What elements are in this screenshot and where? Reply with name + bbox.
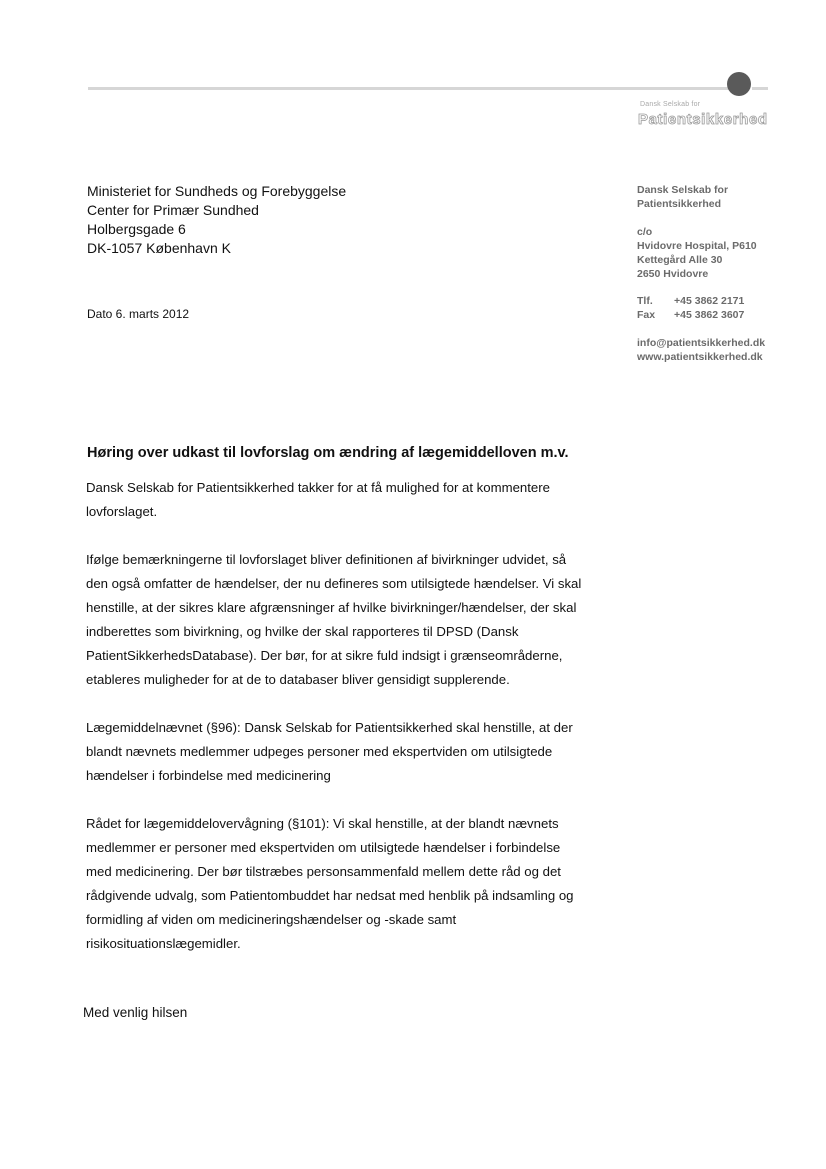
sender-address-line: Kettegård Alle 30 <box>637 254 723 266</box>
phone-row <box>637 294 744 308</box>
paragraph-line: hændelser i forbindelse med medicinering <box>86 768 331 783</box>
paragraph-line: den også omfatter de hændelser, der nu defineres som utilsigtede hændelser. Vi skal <box>86 576 582 591</box>
paragraph-line: risikosituationslægemidler. <box>86 936 241 951</box>
body-paragraph <box>86 716 626 788</box>
paragraph-line: rådgivende udvalg, som Patientombuddet har nedsat med henblik på indsamling og <box>86 888 574 903</box>
logo-small-text: Dansk Selskab for <box>640 101 701 108</box>
paragraph-line: lovforslaget. <box>86 504 158 519</box>
closing-salutation: Med venlig hilsen <box>83 1005 188 1020</box>
sender-address-line: Hvidovre Hospital, P610 <box>637 240 757 252</box>
sender-website: www.patientsikkerhed.dk <box>637 351 763 363</box>
paragraph-line: Lægemiddelnævnet (§96): Dansk Selskab for Patientsikkerhed skal henstille, at der <box>86 720 573 735</box>
logo-wordmark: Patientsikkerhed <box>638 111 768 128</box>
paragraph-line: med medicinering. Der bør tilstræbes personsammenfald mellem dette råd og det <box>86 864 561 879</box>
body-paragraph <box>86 476 626 524</box>
sender-name-line: Dansk Selskab for <box>637 184 729 196</box>
sender-address-line: 2650 Hvidovre <box>637 268 709 280</box>
paragraph-line: henstille, at der sikres klare afgrænsninger af hvilke bivirkninger/hændelser, der skal <box>86 600 577 615</box>
logo-circle-icon <box>727 72 751 96</box>
paragraph-line: medlemmer er personer med ekspertviden om utilsigtede hændelser i forbindelse <box>86 840 561 855</box>
body-paragraph <box>86 548 626 692</box>
phone-label: Tlf. <box>637 295 653 307</box>
paragraph-line: Ifølge bemærkningerne til lovforslaget bliver definitionen af bivirkninger udvidet, så <box>86 552 567 567</box>
paragraph-line: etableres muligheder for at de to databaser bliver gensidigt supplerende. <box>86 672 510 687</box>
sender-address <box>637 225 757 281</box>
paragraph-line: formidling af viden om medicineringshændelser og -skade samt <box>86 912 457 927</box>
paragraph-line: Rådet for lægemiddelovervågning (§101): Vi skal henstille, at der blandt nævnets <box>86 816 559 831</box>
paragraph-line: Dansk Selskab for Patientsikkerhed takker for at få mulighed for at kommentere <box>86 480 550 495</box>
header-rule <box>88 87 736 90</box>
sender-name-line: Patientsikkerhed <box>637 198 722 210</box>
header-rule-tail <box>752 87 768 90</box>
sender-address-line: c/o <box>637 226 653 238</box>
paragraph-line: blandt nævnets medlemmer udpeges personer med ekspertviden om utilsigtede <box>86 744 553 759</box>
body-paragraph <box>86 812 626 956</box>
recipient-line: Center for Primær Sundhed <box>87 202 259 218</box>
sender-email: info@patientsikkerhed.dk <box>637 337 766 349</box>
sender-name <box>637 183 728 211</box>
fax-row <box>637 308 744 322</box>
sender-contact <box>637 294 744 322</box>
phone-value: +45 3862 2171 <box>674 295 745 307</box>
letter-subject: Høring over udkast til lovforslag om ændring af lægemiddelloven m.v. <box>87 445 569 461</box>
fax-label: Fax <box>637 309 656 321</box>
sender-online <box>637 336 765 364</box>
letter-date: Dato 6. marts 2012 <box>87 307 190 321</box>
fax-value: +45 3862 3607 <box>674 309 745 321</box>
recipient-line: Holbergsgade 6 <box>87 221 186 237</box>
paragraph-line: PatientSikkerhedsDatabase). Der bør, for at sikre fuld indsigt i grænseområderne, <box>86 648 563 663</box>
recipient-address <box>87 182 346 258</box>
recipient-line: Ministeriet for Sundheds og Forebyggelse <box>87 183 347 199</box>
paragraph-line: indberettes som bivirkning, og hvilke der skal rapporteres til DPSD (Dansk <box>86 624 519 639</box>
recipient-line: DK-1057 København K <box>87 240 231 256</box>
